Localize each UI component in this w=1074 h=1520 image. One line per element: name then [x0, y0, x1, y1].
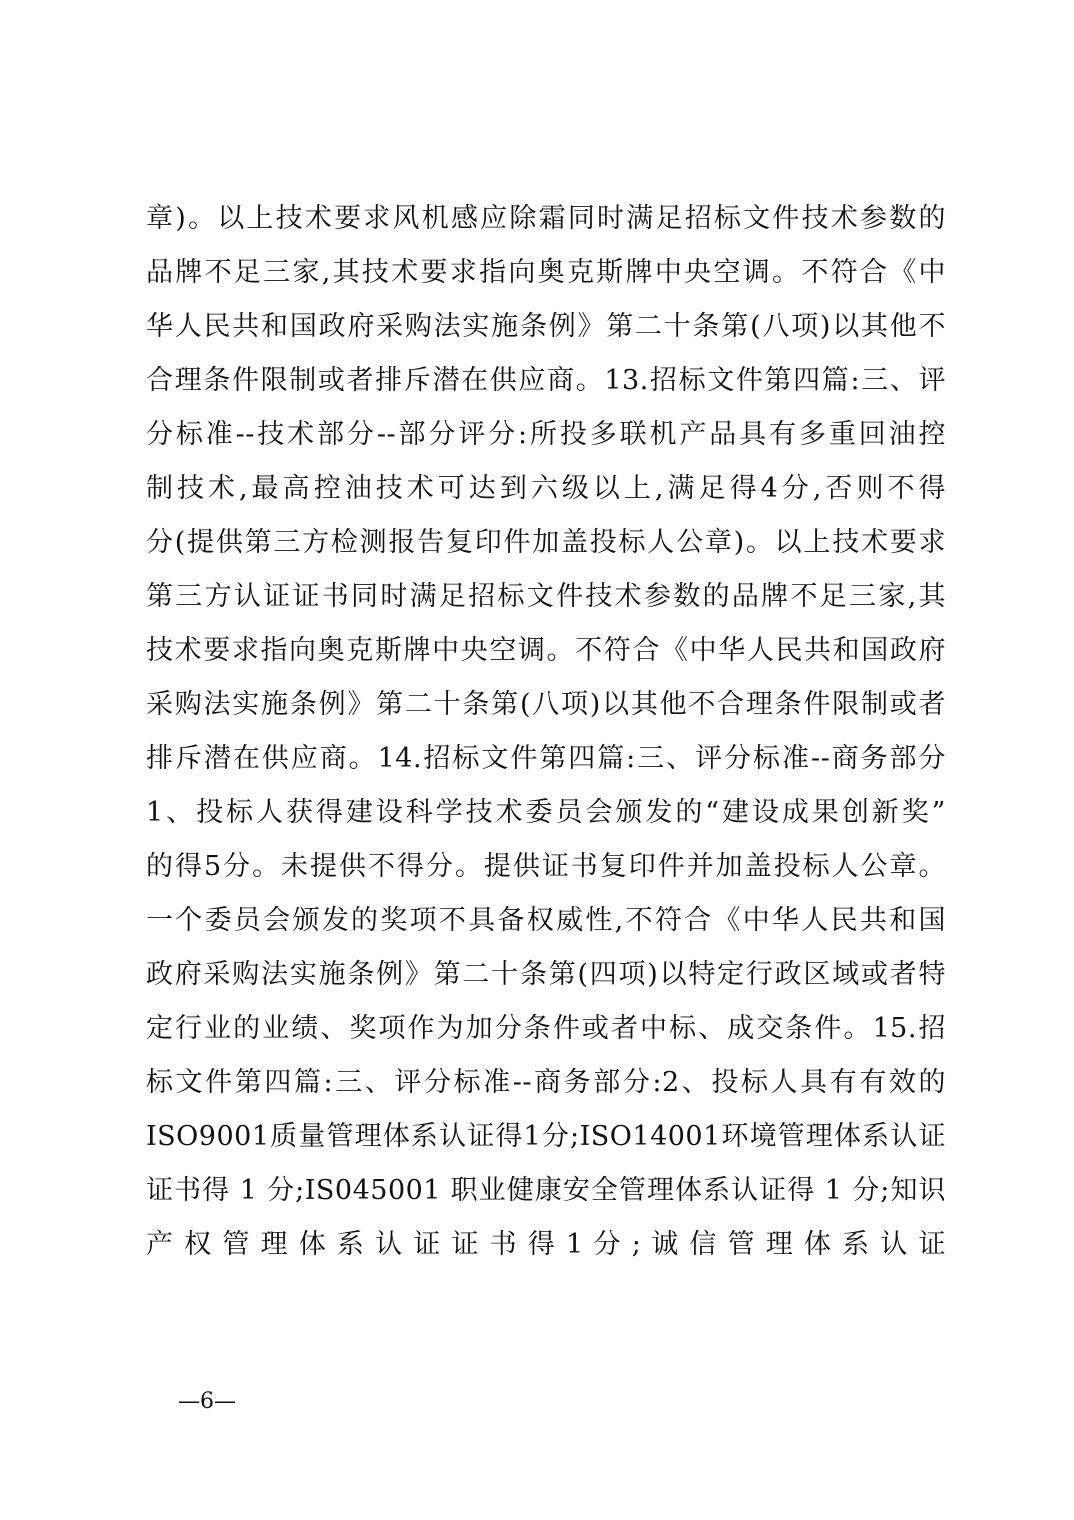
text-line: 产 权 管 理 体 系 认 证 证 书 得 1 分 ; 诚 信 管 理 体 系 认 证 [146, 1229, 946, 1260]
text-line: 制技术,最高控油技术可达到六级以上,满足得4分,否则不得 [146, 473, 946, 504]
text-line: ISO9001质量管理体系认证得1分;ISO14001环境管理体系认证 [146, 1121, 946, 1152]
body-text [146, 192, 946, 1272]
text-line: 章)。以上技术要求风机感应除霜同时满足招标文件技术参数的 [146, 203, 946, 234]
text-line: 证书得 1 分;IS045001 职业健康安全管理体系认证得 1 分;知识 [146, 1175, 946, 1206]
page-number: —6— [178, 1389, 236, 1414]
text-line: 华人民共和国政府采购法实施条例》第二十条第(八项)以其他不 [146, 311, 946, 342]
text-line: 政府采购法实施条例》第二十条第(四项)以特定行政区域或者特 [146, 959, 946, 990]
text-line: 技术要求指向奥克斯牌中央空调。不符合《中华人民共和国政府 [146, 635, 946, 666]
text-line: 1、投标人获得建设科学技术委员会颁发的“建设成果创新奖” [146, 797, 946, 828]
text-line: 标文件第四篇:三、评分标准--商务部分:2、投标人具有有效的 [146, 1067, 946, 1098]
text-line: 品牌不足三家,其技术要求指向奥克斯牌中央空调。不符合《中 [146, 257, 946, 288]
text-line: 分(提供第三方检测报告复印件加盖投标人公章)。以上技术要求 [146, 527, 946, 558]
text-line: 采购法实施条例》第二十条第(八项)以其他不合理条件限制或者 [146, 689, 946, 720]
text-line: 合理条件限制或者排斥潜在供应商。13.招标文件第四篇:三、评 [146, 365, 946, 396]
text-line: 排斥潜在供应商。14.招标文件第四篇:三、评分标准--商务部分 [146, 743, 946, 774]
text-line: 一个委员会颁发的奖项不具备权威性,不符合《中华人民共和国 [146, 905, 946, 936]
text-line: 的得5分。未提供不得分。提供证书复印件并加盖投标人公章。 [146, 851, 946, 882]
text-line: 第三方认证证书同时满足招标文件技术参数的品牌不足三家,其 [146, 581, 946, 612]
text-line: 分标准--技术部分--部分评分:所投多联机产品具有多重回油控 [146, 419, 946, 450]
text-line: 定行业的业绩、奖项作为加分条件或者中标、成交条件。15.招 [146, 1013, 946, 1044]
